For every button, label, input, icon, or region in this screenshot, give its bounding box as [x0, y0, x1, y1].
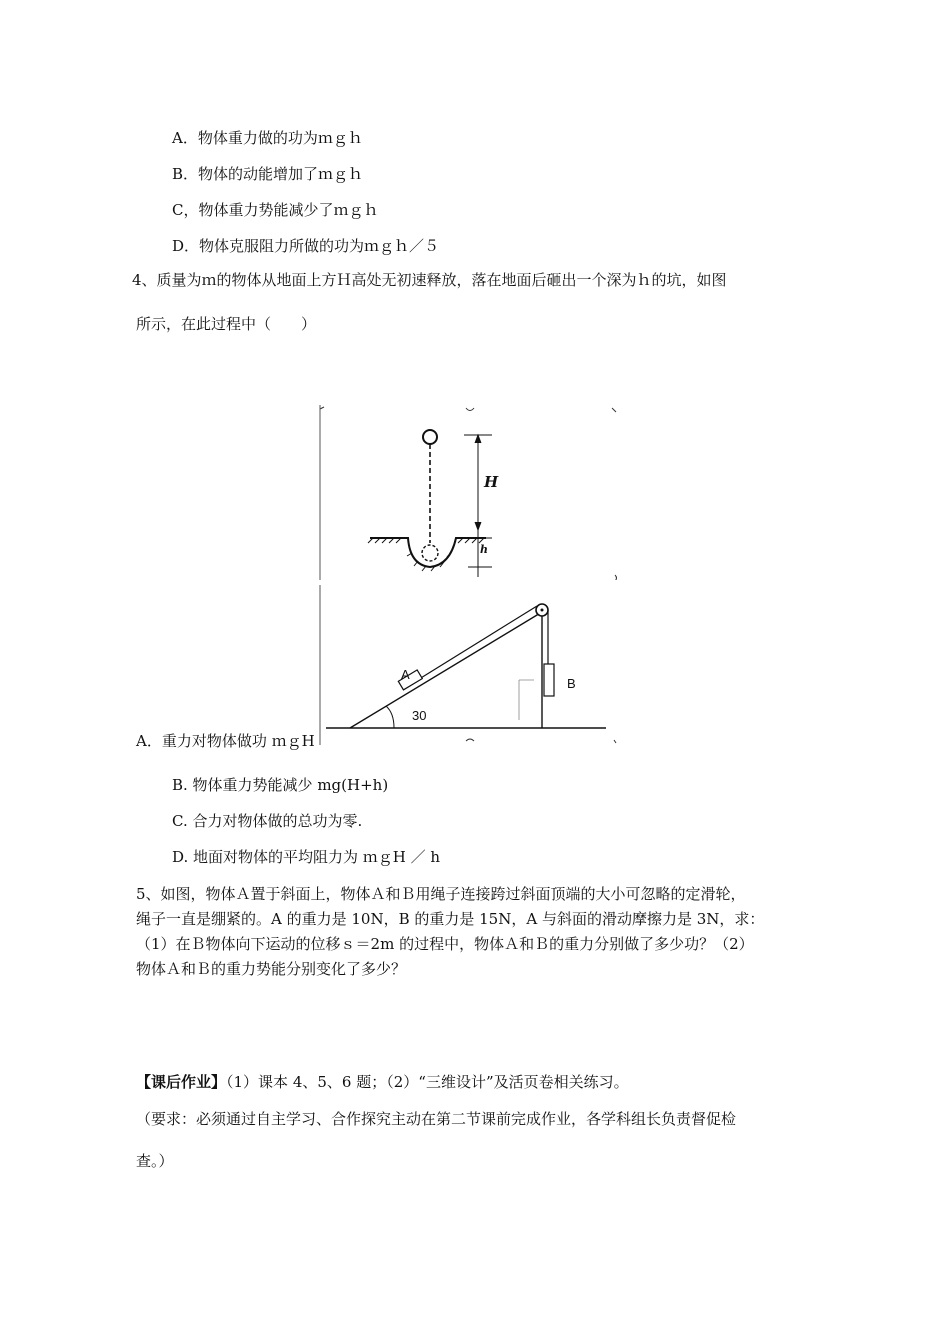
q3-option-a: A．物体重力做的功为ｍｇｈ: [172, 129, 363, 147]
incline-surface: [350, 612, 542, 728]
rope-incline: [416, 606, 537, 681]
q4-option-c: C. 合力对物体做的总功为零.: [172, 812, 363, 830]
homework-requirement-line1: （要求：必须通过自主学习、合作探究主动在第二节课前完成作业，各学科组长负责督促检: [136, 1110, 737, 1128]
label-B: B: [567, 676, 576, 691]
incline-figure: [318, 585, 618, 745]
homework-line: [136, 1072, 629, 1092]
ball-top: [423, 430, 437, 444]
q3-option-b: B．物体的动能增加了ｍｇｈ: [172, 165, 364, 183]
angle-arc: [386, 706, 394, 728]
q5-line4: 物体Ａ和Ｂ的重力势能分别变化了多少？: [136, 960, 407, 978]
label-A: A: [401, 667, 410, 682]
q5-line3: （1）在Ｂ物体向下运动的位移ｓ＝2m 的过程中，物体Ａ和Ｂ的重力分别做了多少功？（2）: [136, 935, 754, 953]
q4-stem-line2: 所示，在此过程中（ ）: [136, 315, 317, 333]
label-H: H: [484, 473, 499, 491]
homework-requirement-line2: 查。）: [136, 1152, 174, 1170]
homework-heading: 【课后作业】: [136, 1073, 227, 1091]
ground-with-pit: [370, 538, 486, 567]
q5-line2: 绳子一直是绷紧的。A 的重力是 10N，B 的重力是 15N，A 与斜面的滑动摩擦力是 3N，求：: [136, 910, 765, 928]
q5-line1: 5、如图，物体Ａ置于斜面上，物体Ａ和Ｂ用绳子连接跨过斜面顶端的大小可忽略的定滑轮，: [136, 885, 746, 903]
label-angle: 30: [412, 708, 427, 723]
q4-option-a: A．重力对物体做功 ｍｇH: [136, 732, 315, 750]
label-h: h: [480, 543, 488, 556]
q3-option-c: C，物体重力势能减少了ｍｇｈ: [172, 201, 379, 219]
q4-stem-line1: 4、质量为ｍ的物体从地面上方Ｈ高处无初速释放，落在地面后砸出一个深为ｈ的坑，如图: [132, 271, 727, 289]
block-b: [544, 664, 554, 696]
pit-figure: [318, 405, 618, 580]
homework-text: （1）课本 4、5、6 题；（2）“三维设计”及活页卷相关练习。: [226, 1073, 629, 1091]
q3-option-d: D．物体克服阻力所做的功为ｍｇｈ／５: [172, 237, 440, 255]
ball-in-pit: [422, 545, 438, 561]
q4-option-b: B. 物体重力势能减少 mg(H+h): [172, 776, 389, 794]
q4-option-d: D. 地面对物体的平均阻力为 ｍｇH ／ h: [172, 848, 441, 866]
